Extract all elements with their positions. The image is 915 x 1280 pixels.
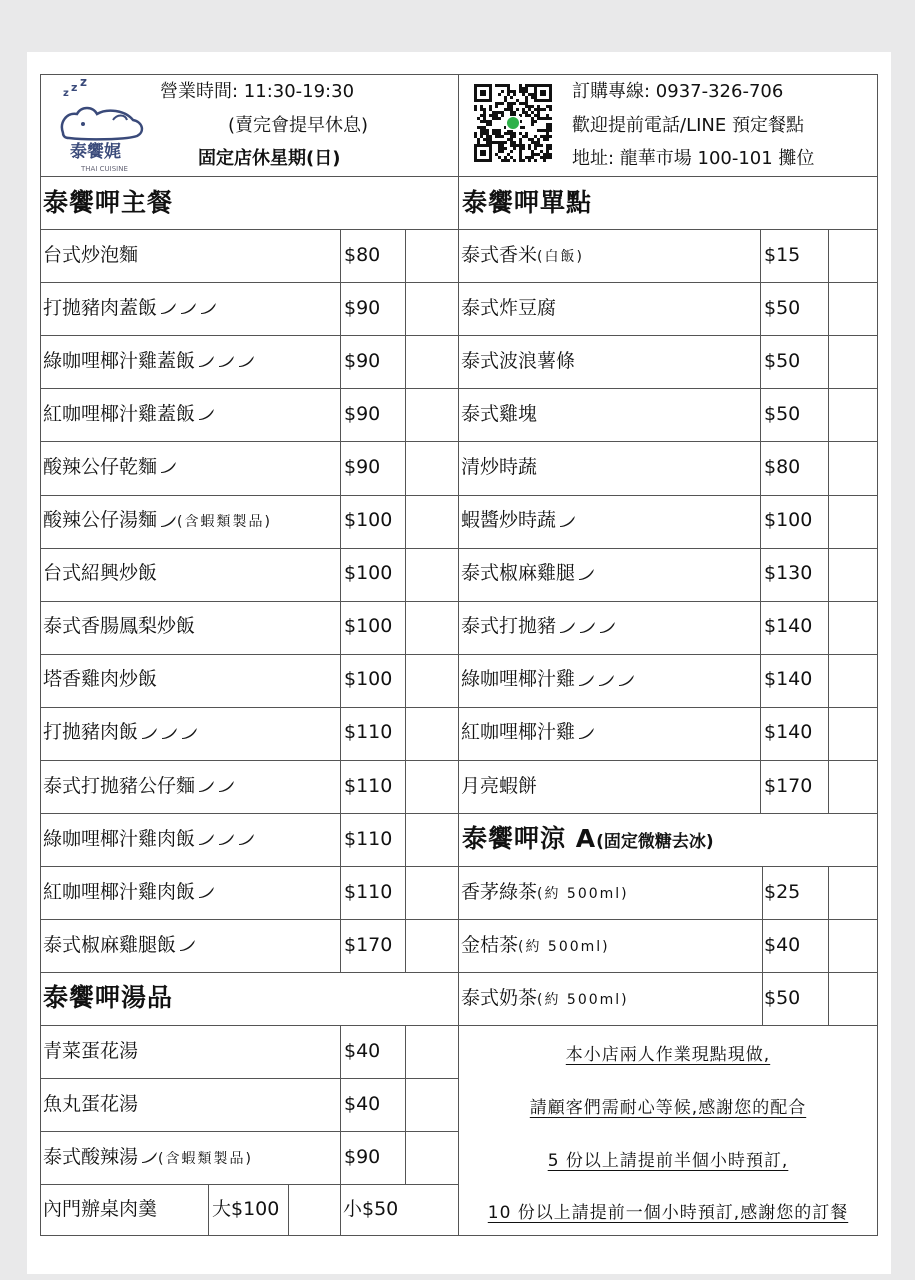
- soup-section-title: 泰饗呷湯品: [43, 983, 174, 1012]
- drink-item: [461, 933, 610, 956]
- chili-icon: [197, 407, 215, 421]
- single-item: [461, 455, 538, 478]
- single-row-divider: [458, 548, 878, 549]
- main-row-divider: [40, 919, 458, 920]
- drink-title-note: (固定微糖去冰): [596, 832, 714, 852]
- chili-icon: [197, 832, 215, 846]
- svg-text:z: z: [63, 88, 69, 99]
- chili-icon: [597, 673, 615, 687]
- single-extra-col-divider: [828, 229, 829, 813]
- single-item: [461, 617, 616, 636]
- single-item-name: 泰式炸豆腐: [461, 296, 557, 319]
- main-item: [43, 774, 235, 797]
- single-row-divider: [458, 441, 878, 442]
- main-item-price: $170: [344, 933, 393, 956]
- logo-name: 泰饗娓: [70, 142, 121, 162]
- main-item: [43, 564, 157, 583]
- soup-item-note: (含蝦類製品): [158, 1150, 253, 1167]
- drink-row-divider: [458, 919, 878, 920]
- single-row-divider: [458, 654, 878, 655]
- main-spice-level: [195, 350, 255, 372]
- main-item-name: 綠咖哩椰汁雞肉飯: [43, 827, 196, 850]
- main-item-name: 台式紹興炒飯: [43, 562, 158, 585]
- drink-item-name: 香茅綠茶: [461, 880, 538, 903]
- main-item: [43, 933, 196, 956]
- business-hours: 營業時間: 11:30-19:30: [160, 81, 355, 102]
- main-item: [43, 723, 198, 742]
- order-phone: 訂購專線: 0937-326-706: [572, 81, 784, 102]
- main-row-divider: [40, 548, 458, 549]
- single-item: [461, 774, 538, 797]
- main-item-name: 泰式香腸鳳梨炒飯: [43, 615, 196, 638]
- main-row-divider: [40, 707, 458, 708]
- main-item-price: $100: [344, 562, 393, 585]
- chili-icon: [159, 460, 177, 474]
- single-item: [461, 402, 538, 425]
- soup-item: [43, 1039, 139, 1062]
- soup-row-divider: [40, 1131, 458, 1132]
- qr-code[interactable]: [474, 84, 552, 162]
- soup-price-col-divider: [340, 1025, 341, 1236]
- chili-icon: [159, 301, 177, 315]
- drink-row-divider: [458, 972, 878, 973]
- main-spice-level: [195, 403, 215, 425]
- header-divider: [40, 176, 878, 177]
- single-row-divider: [458, 282, 878, 283]
- main-item-price: $100: [344, 615, 393, 638]
- single-row-divider: [458, 335, 878, 336]
- main-item-name: 紅咖哩椰汁雞肉飯: [43, 880, 196, 903]
- single-item-name: 泰式打拋豬: [461, 615, 557, 638]
- main-item-price: $90: [344, 402, 381, 425]
- welcome-text: 歡迎提前電話/LINE 預定餐點: [572, 115, 804, 136]
- soup-item: [43, 1145, 253, 1168]
- main-item-price: $90: [344, 296, 381, 319]
- main-price-col-divider: [340, 229, 341, 972]
- main-row-divider: [40, 335, 458, 336]
- main-item-price: $110: [344, 827, 393, 850]
- drink-price-col-divider: [762, 866, 763, 1025]
- soup-last-large-price: 大$100: [212, 1198, 280, 1221]
- single-spice-level: [575, 668, 635, 690]
- chili-icon: [178, 938, 196, 952]
- single-row-divider: [458, 813, 878, 814]
- main-item-note: (含蝦類製品): [177, 514, 272, 531]
- main-row-divider: [40, 601, 458, 602]
- drink-item-name: 泰式奶茶: [461, 986, 538, 1009]
- drink-item: [461, 986, 629, 1009]
- drink-item-price: $25: [764, 880, 801, 903]
- main-extra-col-divider: [405, 229, 406, 972]
- single-item-price: $130: [764, 562, 813, 585]
- notice-line: 請顧客們需耐心等候,感謝您的配合: [529, 1097, 807, 1118]
- soup-item: [43, 1092, 139, 1115]
- drink-section-title: [462, 826, 714, 851]
- main-spice-level: [195, 881, 215, 903]
- main-row-divider: [40, 388, 458, 389]
- drink-title: 泰饗呷涼 A: [462, 824, 597, 853]
- drink-item-note: (約 500ml): [537, 991, 629, 1008]
- single-item-price: $100: [764, 509, 813, 532]
- single-row-divider: [458, 601, 878, 602]
- single-item-name: 泰式波浪薯條: [461, 349, 576, 372]
- main-section-title: 泰饗呷主餐: [43, 188, 174, 217]
- main-row-divider: [40, 282, 458, 283]
- drink-item-name: 金桔茶: [461, 933, 519, 956]
- chili-icon: [217, 832, 235, 846]
- main-item-name: 打拋豬肉飯: [43, 721, 139, 744]
- single-item-name: 泰式椒麻雞腿: [461, 562, 576, 585]
- single-item-price: $170: [764, 774, 813, 797]
- main-item-price: $110: [344, 880, 393, 903]
- main-item: [43, 827, 255, 850]
- main-item: [43, 617, 195, 636]
- soup-last-item-name: 內門辦桌肉羹: [43, 1198, 158, 1221]
- main-item-name: 台式炒泡麵: [43, 243, 139, 266]
- single-item-name: 清炒時蔬: [461, 455, 538, 478]
- chili-icon: [577, 673, 595, 687]
- soup-title-divider: [40, 1025, 458, 1026]
- main-row-divider: [40, 866, 458, 867]
- closed-day: 固定店休星期(日): [198, 148, 341, 169]
- single-item-price: $50: [764, 349, 801, 372]
- chili-icon: [180, 726, 198, 740]
- chili-icon: [617, 673, 635, 687]
- single-item: [461, 670, 635, 689]
- chili-icon: [140, 1150, 158, 1164]
- soup-large-col-divider: [208, 1184, 209, 1236]
- notice-line: 5 份以上請提前半個小時預訂,: [547, 1150, 789, 1171]
- chili-icon: [197, 885, 215, 899]
- main-item-price: $100: [344, 509, 393, 532]
- single-row-divider: [458, 707, 878, 708]
- single-item-name: 月亮蝦餅: [461, 774, 538, 797]
- single-item-name: 泰式香米: [461, 243, 538, 266]
- main-item-name: 打拋豬肉蓋飯: [43, 296, 158, 319]
- soup-spice-level: [138, 1146, 158, 1168]
- main-item: [43, 455, 177, 478]
- main-item: [43, 402, 215, 425]
- chili-icon: [217, 779, 235, 793]
- chili-icon: [578, 620, 596, 634]
- soup-item-name: 泰式酸辣湯: [43, 1145, 139, 1168]
- main-item-price: $90: [344, 455, 381, 478]
- svg-text:z: z: [71, 81, 78, 94]
- soup-row-divider: [40, 1078, 458, 1079]
- soup-item-name: 青菜蛋花湯: [43, 1039, 139, 1062]
- logo-subtitle: THAI CUISINE: [81, 165, 128, 173]
- single-row-divider: [458, 760, 878, 761]
- drink-item-price: $40: [764, 933, 801, 956]
- notice-line: 10 份以上請提前一個小時預訂,感謝您的訂餐: [487, 1203, 849, 1224]
- drink-title-divider: [458, 866, 878, 867]
- chili-icon: [179, 301, 197, 315]
- main-item-price: $110: [344, 774, 393, 797]
- chili-icon: [558, 514, 576, 528]
- single-item-price: $15: [764, 243, 801, 266]
- drink-item-note: (約 500ml): [537, 885, 629, 902]
- single-item-price: $50: [764, 296, 801, 319]
- drink-item-note: (約 500ml): [518, 938, 610, 955]
- main-item-name: 泰式打拋豬公仔麵: [43, 774, 196, 797]
- single-item: [461, 511, 576, 530]
- chili-icon: [237, 354, 255, 368]
- single-price-col-divider: [760, 229, 761, 813]
- chili-icon: [197, 779, 215, 793]
- main-item-name: 綠咖哩椰汁雞蓋飯: [43, 349, 196, 372]
- logo: [55, 78, 150, 173]
- main-item-price: $80: [344, 243, 381, 266]
- single-spice-level: [556, 615, 616, 637]
- single-section-title: 泰饗呷單點: [462, 188, 593, 217]
- single-item-price: $140: [764, 615, 813, 638]
- chili-icon: [577, 567, 595, 581]
- main-item-name: 塔香雞肉炒飯: [43, 668, 158, 691]
- soup-last-small-price: 小$50: [343, 1198, 399, 1221]
- single-spice-level: [575, 721, 595, 743]
- single-title-divider: [458, 229, 878, 230]
- main-item: [43, 511, 272, 530]
- single-item: [461, 723, 595, 742]
- main-item-name: 酸辣公仔湯麵: [43, 509, 158, 532]
- main-item: [43, 296, 217, 319]
- soup-item-price: $90: [344, 1145, 381, 1168]
- main-item-name: 紅咖哩椰汁雞蓋飯: [43, 402, 196, 425]
- chili-icon: [140, 726, 158, 740]
- single-spice-level: [575, 562, 595, 584]
- main-item-name: 泰式椒麻雞腿飯: [43, 933, 177, 956]
- main-row-divider: [40, 813, 458, 814]
- main-row-divider: [40, 972, 458, 973]
- drink-extra-col-divider: [828, 866, 829, 1025]
- main-spice-level: [195, 828, 255, 850]
- single-item-price: $50: [764, 402, 801, 425]
- single-item: [461, 349, 576, 372]
- single-item: [461, 243, 584, 266]
- main-title-divider: [40, 229, 458, 230]
- main-item: [43, 880, 215, 903]
- main-spice-level: [157, 509, 177, 531]
- single-item: [461, 296, 557, 319]
- main-item-price: $100: [344, 668, 393, 691]
- chili-icon: [197, 354, 215, 368]
- chili-icon: [558, 620, 576, 634]
- chili-icon: [159, 514, 177, 528]
- chili-icon: [577, 726, 595, 740]
- single-item-name: 蝦醬炒時蔬: [461, 509, 557, 532]
- chili-icon: [237, 832, 255, 846]
- main-spice-level: [138, 721, 198, 743]
- main-item-price: $110: [344, 721, 393, 744]
- chili-icon: [217, 354, 235, 368]
- single-item-name: 泰式雞塊: [461, 402, 538, 425]
- drink-item-price: $50: [764, 986, 801, 1009]
- chili-icon: [160, 726, 178, 740]
- main-item: [43, 349, 255, 372]
- single-row-divider: [458, 388, 878, 389]
- main-row-divider: [40, 495, 458, 496]
- soup-row-divider: [40, 1184, 458, 1185]
- chili-icon: [598, 620, 616, 634]
- main-spice-level: [157, 456, 177, 478]
- main-item: [43, 243, 139, 266]
- main-spice-level: [157, 297, 217, 319]
- single-item-price: $80: [764, 455, 801, 478]
- hours-note: (賣完會提早休息): [228, 115, 369, 136]
- main-item-price: $90: [344, 349, 381, 372]
- drink-row-divider: [458, 1025, 878, 1026]
- main-row-divider: [40, 654, 458, 655]
- single-item-name: 綠咖哩椰汁雞: [461, 668, 576, 691]
- single-item-price: $140: [764, 721, 813, 744]
- main-item: [43, 670, 157, 689]
- soup-item-price: $40: [344, 1092, 381, 1115]
- soup-item-name: 魚丸蛋花湯: [43, 1092, 139, 1115]
- chili-icon: [199, 301, 217, 315]
- main-row-divider: [40, 760, 458, 761]
- address: 地址: 龍華市場 100-101 攤位: [572, 148, 815, 169]
- drink-item: [461, 880, 629, 903]
- single-item-name: 紅咖哩椰汁雞: [461, 721, 576, 744]
- notice-line: 本小店兩人作業現點現做,: [565, 1045, 771, 1066]
- soup-large-extra-divider: [288, 1184, 289, 1236]
- single-item-note: (白飯): [537, 248, 584, 265]
- main-spice-level: [195, 775, 235, 797]
- soup-extra-col-divider: [405, 1025, 406, 1184]
- svg-text:z: z: [80, 78, 87, 89]
- main-row-divider: [40, 441, 458, 442]
- main-spice-level: [176, 934, 196, 956]
- single-spice-level: [556, 509, 576, 531]
- single-item: [461, 564, 595, 583]
- soup-item-price: $40: [344, 1039, 381, 1062]
- single-item-price: $140: [764, 668, 813, 691]
- single-row-divider: [458, 495, 878, 496]
- main-item-name: 酸辣公仔乾麵: [43, 455, 158, 478]
